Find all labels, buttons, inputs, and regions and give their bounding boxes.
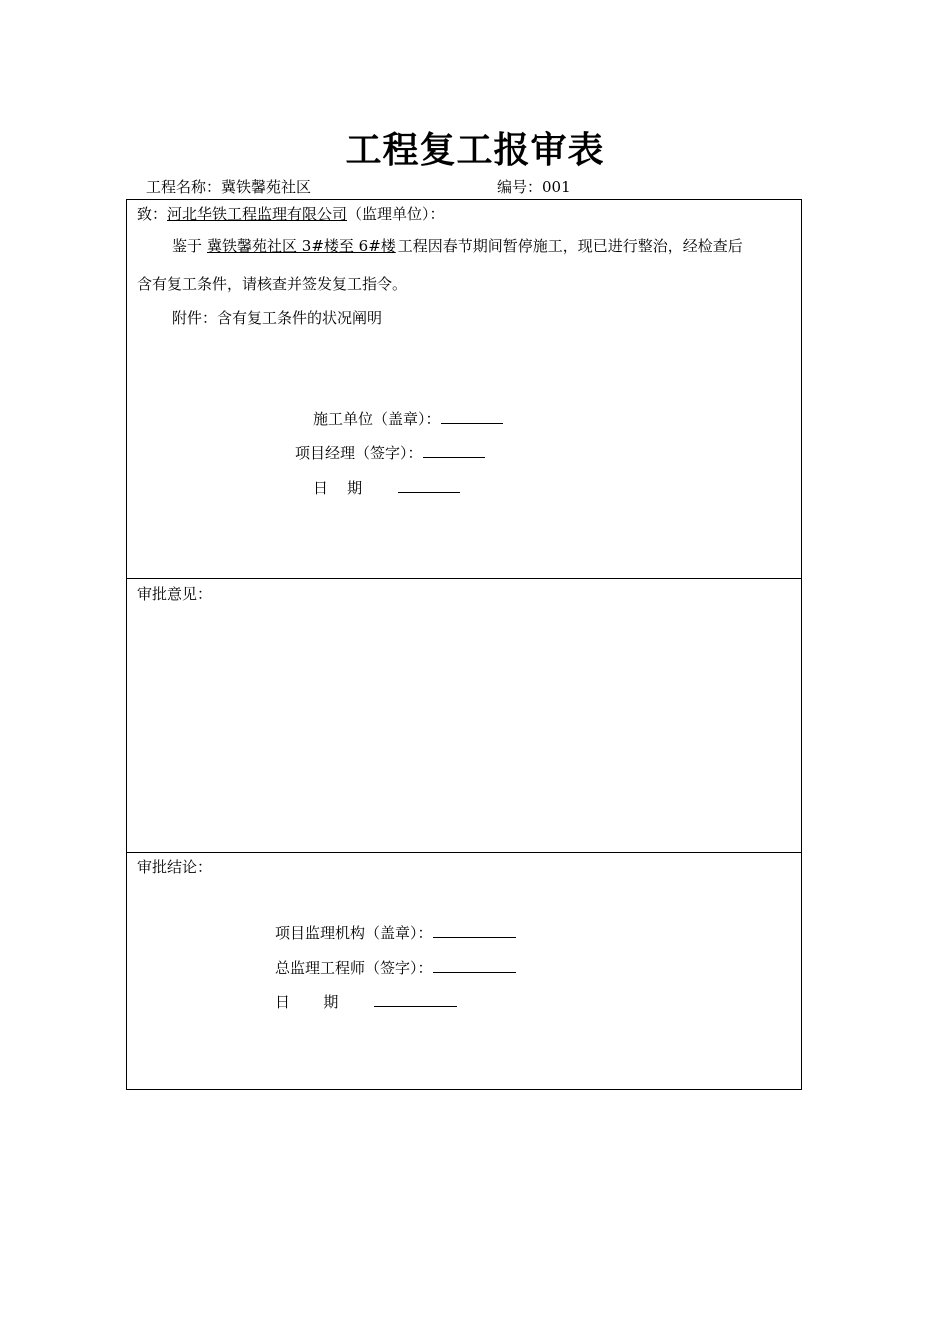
project-name-label: 工程名称： — [146, 178, 222, 196]
recipient-suffix: （监理单位）： — [347, 205, 445, 223]
conclusion-date-label: 日 期 — [275, 993, 339, 1011]
construction-unit-blank[interactable] — [441, 409, 503, 424]
request-body-line-1 — [172, 236, 743, 256]
review-form-table — [126, 199, 802, 1090]
project-manager-signature — [295, 443, 485, 463]
application-date-blank[interactable] — [398, 478, 460, 493]
application-section — [127, 200, 801, 578]
document-number-line — [497, 177, 571, 197]
construction-unit-seal — [313, 409, 503, 429]
chief-engineer-signature — [275, 958, 516, 978]
construction-unit-label: 施工单位（盖章）： — [313, 410, 441, 428]
request-body-prefix: 鉴于 — [172, 237, 203, 255]
review-opinion-section — [127, 578, 801, 852]
request-subject: 冀铁馨苑社区 3#楼至 6#楼 — [207, 237, 396, 255]
conclusion-date — [275, 992, 457, 1012]
document-title: 工程复工报审表 — [345, 129, 605, 171]
supervision-org-label: 项目监理机构（盖章）： — [275, 924, 433, 942]
supervisor-company: 河北华铁工程监理有限公司 — [167, 205, 348, 223]
project-manager-label: 项目经理（签字）： — [295, 444, 423, 462]
document-number-value: 001 — [542, 178, 571, 196]
project-manager-blank[interactable] — [423, 443, 485, 458]
review-opinion-label: 审批意见： — [137, 585, 213, 603]
document-number-label: 编号： — [497, 178, 543, 196]
application-date — [313, 478, 460, 498]
application-date-label: 日 期 — [313, 479, 363, 497]
supervision-org-blank[interactable] — [433, 923, 516, 938]
request-body-rest: 工程因春节期间暂停施工，现已进行整治，经检查后 — [397, 237, 743, 255]
recipient-line — [137, 204, 445, 224]
review-conclusion-label: 审批结论： — [137, 858, 213, 876]
project-name-line — [146, 177, 311, 197]
chief-engineer-blank[interactable] — [433, 958, 516, 973]
supervision-org-seal — [275, 923, 516, 943]
recipient-prefix: 致： — [137, 205, 168, 223]
conclusion-date-blank[interactable] — [374, 992, 457, 1007]
project-name-value: 冀铁馨苑社区 — [221, 178, 312, 196]
review-conclusion-section — [127, 852, 801, 1091]
attachment-note: 附件：含有复工条件的状况阐明 — [172, 309, 383, 327]
chief-engineer-label: 总监理工程师（签字）： — [275, 959, 433, 977]
request-body-line-2: 含有复工条件，请核查并签发复工指令。 — [137, 275, 408, 293]
